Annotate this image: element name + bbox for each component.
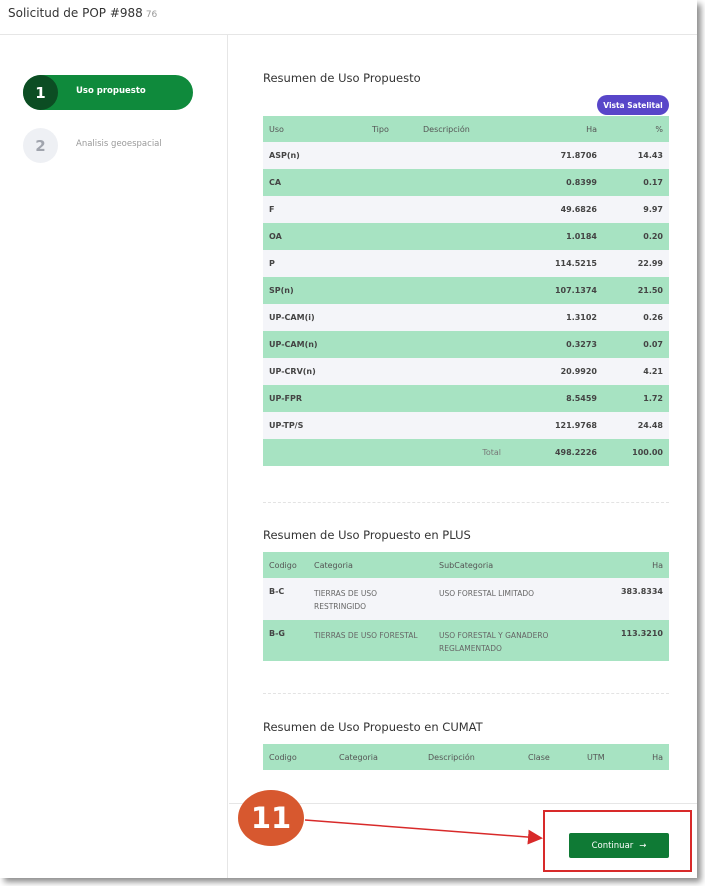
tipo-cell [366, 412, 417, 439]
pct-cell: 1.72 [603, 385, 669, 412]
step-analisis-geoespacial[interactable] [23, 128, 193, 163]
section-divider [263, 693, 669, 694]
step-label: Uso propuesto [76, 86, 146, 96]
pct-cell: 9.97 [603, 196, 669, 223]
categoria-cell: TIERRAS DE USO RESTRINGIDO [308, 578, 433, 620]
satellite-view-button[interactable]: Vista Satelital [597, 95, 669, 115]
uso-cell: F [263, 196, 366, 223]
section-divider [263, 502, 669, 503]
page-title-text: Solicitud de POP #988 [8, 6, 143, 20]
ha-cell: 107.1374 [507, 277, 603, 304]
column-header: Codigo [263, 744, 333, 770]
empty-cell [366, 439, 417, 466]
tipo-cell [366, 304, 417, 331]
descripcion-cell [417, 277, 507, 304]
table-row [263, 358, 669, 385]
ha-cell: 49.6826 [507, 196, 603, 223]
descripcion-cell [417, 250, 507, 277]
ha-cell: 114.5215 [507, 250, 603, 277]
pct-cell: 14.43 [603, 142, 669, 169]
uso-cell: P [263, 250, 366, 277]
page-title [8, 6, 157, 20]
pct-cell: 0.20 [603, 223, 669, 250]
column-header: Descripción [417, 116, 507, 142]
total-ha: 498.2226 [507, 439, 603, 466]
descripcion-cell [417, 412, 507, 439]
total-row [263, 439, 669, 466]
tipo-cell [366, 277, 417, 304]
cumat-table [263, 744, 669, 770]
descripcion-cell [417, 142, 507, 169]
column-header: Tipo [366, 116, 417, 142]
table-row [263, 578, 669, 620]
column-header: UTM [581, 744, 629, 770]
descripcion-cell [417, 358, 507, 385]
descripcion-cell [417, 196, 507, 223]
plus-table [263, 552, 669, 661]
table-row [263, 277, 669, 304]
tipo-cell [366, 142, 417, 169]
uso-cell: OA [263, 223, 366, 250]
tipo-cell [366, 385, 417, 412]
table-row [263, 331, 669, 358]
arrow-right-icon: → [639, 840, 647, 851]
ha-cell: 8.5459 [507, 385, 603, 412]
plus-title: Resumen de Uso Propuesto en PLUS [263, 528, 471, 542]
uso-cell: UP-CAM(i) [263, 304, 366, 331]
table-row [263, 620, 669, 661]
total-pct: 100.00 [603, 439, 669, 466]
pct-cell: 0.17 [603, 169, 669, 196]
empty-cell [263, 439, 366, 466]
descripcion-cell [417, 385, 507, 412]
uso-cell: UP-TP/S [263, 412, 366, 439]
tipo-cell [366, 250, 417, 277]
title-count: 76 [145, 10, 158, 20]
ha-cell: 1.3102 [507, 304, 603, 331]
column-header: Descripción [422, 744, 522, 770]
step-number: 2 [23, 128, 58, 163]
main-content [229, 35, 697, 803]
table-header-row [263, 116, 669, 142]
ha-cell: 1.0184 [507, 223, 603, 250]
tipo-cell [366, 223, 417, 250]
summary-table [263, 116, 669, 466]
header-bar [0, 0, 697, 35]
ha-cell: 71.8706 [507, 142, 603, 169]
tipo-cell [366, 169, 417, 196]
column-header: Codigo [263, 552, 308, 578]
subcategoria-cell: USO FORESTAL LIMITADO [433, 578, 583, 620]
column-header: % [603, 116, 669, 142]
table-row [263, 223, 669, 250]
highlight-box [543, 810, 692, 872]
table-row [263, 142, 669, 169]
total-label: Total [417, 439, 507, 466]
table-row [263, 385, 669, 412]
uso-cell: UP-CAM(n) [263, 331, 366, 358]
column-header: Categoria [333, 744, 422, 770]
pct-cell: 21.50 [603, 277, 669, 304]
pct-cell: 0.26 [603, 304, 669, 331]
step-number: 1 [23, 75, 58, 110]
summary-title: Resumen de Uso Propuesto [263, 71, 421, 85]
table-row [263, 196, 669, 223]
column-header: Clase [522, 744, 581, 770]
ha-cell: 383.8334 [583, 578, 669, 620]
column-header: Ha [629, 744, 669, 770]
step-label: Analisis geoespacial [76, 139, 162, 149]
uso-cell: CA [263, 169, 366, 196]
step-number-badge: 11 [238, 790, 304, 846]
uso-cell: UP-CRV(n) [263, 358, 366, 385]
pct-cell: 0.07 [603, 331, 669, 358]
descripcion-cell [417, 223, 507, 250]
column-header: Uso [263, 116, 366, 142]
step-uso-propuesto[interactable] [23, 75, 193, 110]
tipo-cell [366, 358, 417, 385]
codigo-cell: B-G [263, 620, 308, 661]
uso-cell: SP(n) [263, 277, 366, 304]
uso-cell: UP-FPR [263, 385, 366, 412]
table-row [263, 304, 669, 331]
tipo-cell [366, 331, 417, 358]
ha-cell: 0.8399 [507, 169, 603, 196]
tipo-cell [366, 196, 417, 223]
uso-cell: ASP(n) [263, 142, 366, 169]
descripcion-cell [417, 304, 507, 331]
ha-cell: 113.3210 [583, 620, 669, 661]
pct-cell: 22.99 [603, 250, 669, 277]
pct-cell: 4.21 [603, 358, 669, 385]
column-header: Categoria [308, 552, 433, 578]
table-header-row [263, 552, 669, 578]
table-header-row [263, 744, 669, 770]
ha-cell: 20.9920 [507, 358, 603, 385]
descripcion-cell [417, 331, 507, 358]
column-header: Ha [583, 552, 669, 578]
codigo-cell: B-C [263, 578, 308, 620]
column-header: SubCategoria [433, 552, 583, 578]
subcategoria-cell: USO FORESTAL Y GANADERO REGLAMENTADO [433, 620, 583, 661]
pct-cell: 24.48 [603, 412, 669, 439]
table-row [263, 169, 669, 196]
continue-label: Continuar [591, 840, 634, 851]
categoria-cell: TIERRAS DE USO FORESTAL [308, 620, 433, 661]
column-header: Ha [507, 116, 603, 142]
step-sidebar [0, 35, 228, 878]
descripcion-cell [417, 169, 507, 196]
cumat-title: Resumen de Uso Propuesto en CUMAT [263, 720, 483, 734]
table-row [263, 412, 669, 439]
ha-cell: 121.9768 [507, 412, 603, 439]
ha-cell: 0.3273 [507, 331, 603, 358]
table-row [263, 250, 669, 277]
